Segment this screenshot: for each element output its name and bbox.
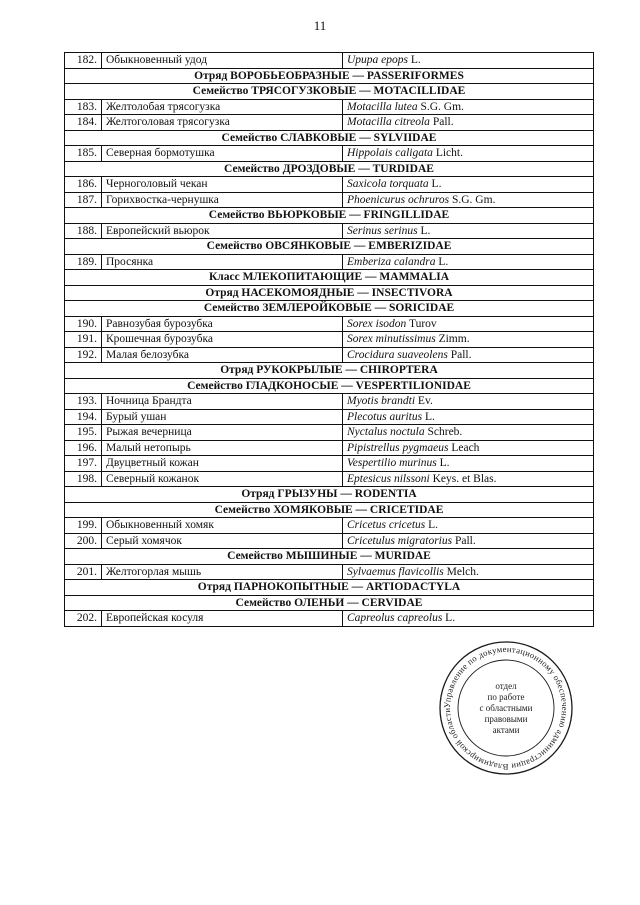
latin-binomial: Capreolus capreolus [347, 612, 443, 625]
russian-name: Северный кожанок [102, 471, 343, 487]
taxon-author: Zimm. [438, 333, 470, 346]
section-header: Отряд ПАРНОКОПЫТНЫЕ — ARTIODACTYLA [65, 580, 594, 596]
latin-binomial: Serinus serinus [347, 224, 418, 237]
russian-name: Двуцветный кожан [102, 456, 343, 472]
latin-binomial: Sorex minutissimus [347, 333, 436, 346]
taxon-author: L. [439, 457, 450, 470]
latin-name [343, 115, 594, 131]
section-header-row [65, 68, 594, 84]
latin-binomial: Nyctalus noctula [347, 426, 425, 439]
latin-binomial: Upupa epops [347, 54, 409, 67]
russian-name: Горихвостка-чернушка [102, 192, 343, 208]
russian-name: Малая белозубка [102, 347, 343, 363]
species-number: 186. [65, 177, 102, 193]
species-number: 197. [65, 456, 102, 472]
latin-binomial: Emberiza calandra [347, 255, 436, 268]
section-header-row [65, 487, 594, 503]
latin-binomial: Myotis brandti [347, 395, 416, 408]
species-row [65, 254, 594, 270]
latin-binomial: Plecotus auritus [347, 410, 423, 423]
section-header-row [65, 502, 594, 518]
species-number: 193. [65, 394, 102, 410]
section-header: Семейство ТРЯСОГУЗКОВЫЕ — MOTACILLIDAE [65, 84, 594, 100]
species-row [65, 456, 594, 472]
stamp-center-line: по работе [487, 692, 525, 702]
species-number: 192. [65, 347, 102, 363]
russian-name: Обыкновенный хомяк [102, 518, 343, 534]
taxon-author: Keys. et Blas. [432, 472, 497, 485]
stamp-center-line: с областными [479, 703, 533, 713]
latin-name [343, 192, 594, 208]
species-number: 195. [65, 425, 102, 441]
latin-name [343, 564, 594, 580]
taxon-author: L. [428, 519, 439, 532]
russian-name: Северная бормотушка [102, 146, 343, 162]
stamp-center-line: правовыми [484, 714, 528, 724]
russian-name: Малый нетопырь [102, 440, 343, 456]
species-row [65, 409, 594, 425]
latin-name [343, 223, 594, 239]
latin-binomial: Eptesicus nilssoni [347, 472, 430, 485]
section-header: Семейство ОВСЯНКОВЫЕ — EMBERIZIDAE [65, 239, 594, 255]
species-number: 200. [65, 533, 102, 549]
taxon-author: Ev. [417, 395, 433, 408]
section-header-row [65, 130, 594, 146]
page-number: 11 [313, 18, 327, 33]
species-row [65, 425, 594, 441]
section-header-row [65, 580, 594, 596]
latin-name [343, 347, 594, 363]
latin-name [343, 394, 594, 410]
latin-binomial: Phoenicurus ochruros [347, 193, 450, 206]
taxon-author: Pall. [450, 348, 472, 361]
latin-name [343, 611, 594, 627]
species-number: 194. [65, 409, 102, 425]
russian-name: Европейский вьюрок [102, 223, 343, 239]
section-header-row [65, 285, 594, 301]
taxon-author: Turov [408, 317, 437, 330]
latin-name [343, 533, 594, 549]
latin-name [343, 425, 594, 441]
species-row [65, 115, 594, 131]
taxon-author: S.G. Gm. [451, 193, 496, 206]
section-header-row [65, 549, 594, 565]
section-header-row [65, 208, 594, 224]
latin-name [343, 471, 594, 487]
taxon-author: L. [431, 178, 442, 191]
taxon-author: Pall. [432, 116, 454, 129]
section-header-row [65, 378, 594, 394]
latin-name [343, 456, 594, 472]
taxon-author: L. [410, 54, 421, 67]
latin-name [343, 409, 594, 425]
section-header: Отряд ВОРОБЬЕОБРАЗНЫЕ — PASSERIFORMES [65, 68, 594, 84]
russian-name: Ночница Брандта [102, 394, 343, 410]
species-number: 188. [65, 223, 102, 239]
stamp-center-line: отдел [495, 681, 517, 691]
species-number: 184. [65, 115, 102, 131]
russian-name: Просянка [102, 254, 343, 270]
section-header: Отряд РУКОКРЫЛЫЕ — CHIROPTERA [65, 363, 594, 379]
latin-binomial: Hippolais caligata [347, 147, 433, 160]
species-row [65, 146, 594, 162]
section-header-row [65, 239, 594, 255]
official-seal-stamp [436, 638, 576, 778]
russian-name: Равнозубая бурозубка [102, 316, 343, 332]
section-header: Семейство ГЛАДКОНОСЫЕ — VESPERTILIONIDAE [65, 378, 594, 394]
section-header: Семейство ЗЕМЛЕРОЙКОВЫЕ — SORICIDAE [65, 301, 594, 317]
species-number: 185. [65, 146, 102, 162]
species-number: 198. [65, 471, 102, 487]
russian-name: Рыжая вечерница [102, 425, 343, 441]
species-row [65, 223, 594, 239]
species-table [64, 52, 594, 627]
section-header: Отряд ГРЫЗУНЫ — RODENTIA [65, 487, 594, 503]
russian-name: Бурый ушан [102, 409, 343, 425]
latin-binomial: Sylvaemus flavicollis [347, 565, 444, 578]
section-header: Семейство ДРОЗДОВЫЕ — TURDIDAE [65, 161, 594, 177]
species-table-body [65, 53, 594, 627]
section-header: Семейство ВЬЮРКОВЫЕ — FRINGILLIDAE [65, 208, 594, 224]
species-number: 199. [65, 518, 102, 534]
latin-binomial: Vespertilio murinus [347, 457, 437, 470]
species-number: 196. [65, 440, 102, 456]
latin-name [343, 99, 594, 115]
species-number: 191. [65, 332, 102, 348]
taxon-author: L. [420, 224, 431, 237]
section-header-row [65, 301, 594, 317]
russian-name: Европейская косуля [102, 611, 343, 627]
species-row [65, 316, 594, 332]
latin-binomial: Cricetulus migratorius [347, 534, 453, 547]
section-header-row [65, 595, 594, 611]
species-row [65, 347, 594, 363]
taxon-author: Licht. [435, 147, 463, 160]
latin-binomial: Pipistrellus pygmaeus [347, 441, 449, 454]
section-header: Семейство ОЛЕНЬИ — CERVIDAE [65, 595, 594, 611]
species-row [65, 192, 594, 208]
section-header-row [65, 161, 594, 177]
latin-binomial: Cricetus cricetus [347, 519, 426, 532]
latin-binomial: Saxicola torquata [347, 178, 429, 191]
species-row [65, 177, 594, 193]
species-number: 183. [65, 99, 102, 115]
latin-name [343, 332, 594, 348]
latin-name [343, 177, 594, 193]
latin-name [343, 518, 594, 534]
species-row [65, 611, 594, 627]
russian-name: Черноголовый чекан [102, 177, 343, 193]
stamp-center-line: актами [492, 725, 520, 735]
latin-name [343, 146, 594, 162]
taxon-author: L. [424, 410, 435, 423]
section-header-row [65, 363, 594, 379]
russian-name: Серый хомячок [102, 533, 343, 549]
species-row [65, 518, 594, 534]
species-number: 187. [65, 192, 102, 208]
taxon-author: Melch. [446, 565, 479, 578]
species-row [65, 471, 594, 487]
russian-name: Желтогорлая мышь [102, 564, 343, 580]
latin-binomial: Motacilla lutea [347, 100, 418, 113]
species-row [65, 564, 594, 580]
taxon-author: L. [445, 612, 456, 625]
species-number: 189. [65, 254, 102, 270]
section-header-row [65, 84, 594, 100]
species-row [65, 99, 594, 115]
section-header: Семейство ХОМЯКОВЫЕ — CRICETIDAE [65, 502, 594, 518]
svg-text:Управление по документационном: Управление по документационному обеспечению администрации Владимирской области [441, 643, 571, 773]
russian-name: Желтоголовая трясогузка [102, 115, 343, 131]
section-header-row [65, 270, 594, 286]
taxon-author: S.G. Gm. [420, 100, 464, 113]
russian-name: Обыкновенный удод [102, 53, 343, 69]
latin-name [343, 254, 594, 270]
latin-binomial: Crocidura suaveolens [347, 348, 448, 361]
section-header: Семейство СЛАВКОВЫЕ — SYLVIIDAE [65, 130, 594, 146]
russian-name: Крошечная бурозубка [102, 332, 343, 348]
latin-name [343, 440, 594, 456]
taxon-author: Pall. [454, 534, 476, 547]
species-row [65, 440, 594, 456]
species-row [65, 53, 594, 69]
latin-binomial: Motacilla citreola [347, 116, 430, 129]
species-number: 182. [65, 53, 102, 69]
species-row [65, 332, 594, 348]
taxon-author: Leach [451, 441, 480, 454]
species-row [65, 394, 594, 410]
taxon-author: Schreb. [427, 426, 463, 439]
section-header: Отряд НАСЕКОМОЯДНЫЕ — INSECTIVORA [65, 285, 594, 301]
section-header: Класс МЛЕКОПИТАЮЩИЕ — MAMMALIA [65, 270, 594, 286]
russian-name: Желтолобая трясогузка [102, 99, 343, 115]
latin-name [343, 316, 594, 332]
species-number: 201. [65, 564, 102, 580]
latin-name [343, 53, 594, 69]
species-row [65, 533, 594, 549]
section-header: Семейство МЫШИНЫЕ — MURIDAE [65, 549, 594, 565]
latin-binomial: Sorex isodon [347, 317, 407, 330]
taxon-author: L. [438, 255, 449, 268]
species-number: 202. [65, 611, 102, 627]
species-number: 190. [65, 316, 102, 332]
